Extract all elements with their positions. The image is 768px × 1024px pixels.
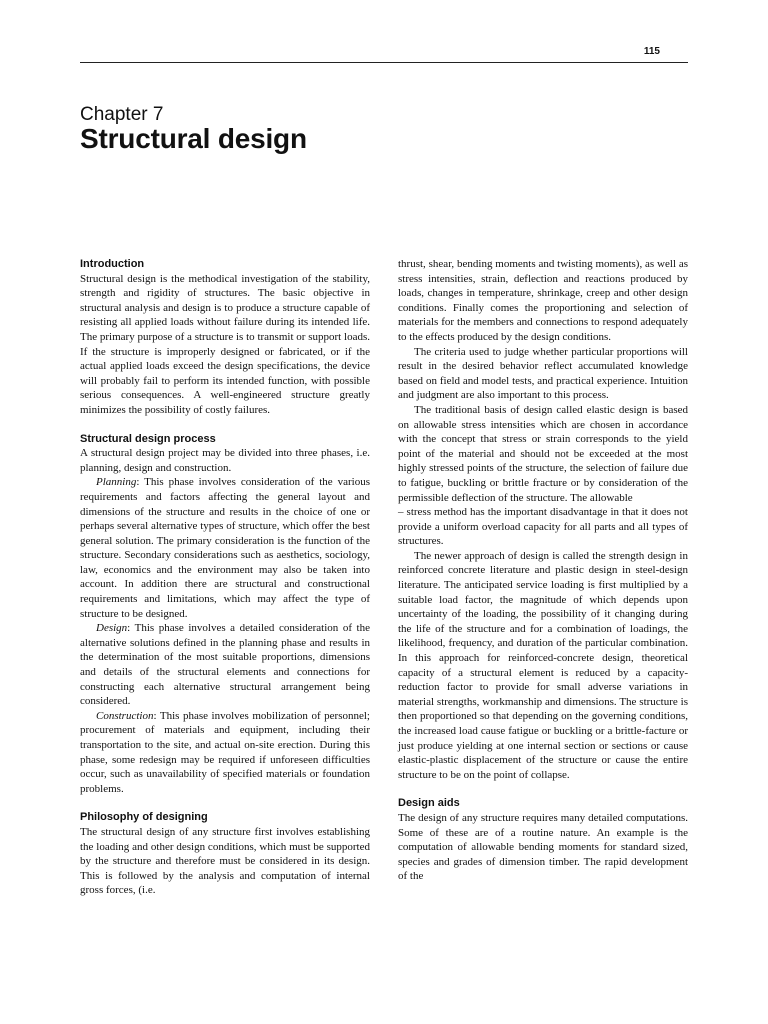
construction-paragraph <box>80 709 370 797</box>
design-paragraph <box>80 621 370 709</box>
right-column <box>398 257 688 884</box>
criteria-paragraph: The criteria used to judge whether particular proportions will result in the desired behavior reflect accumulated knowledge based on field and model tests, and practical experience. Intuition and judgment are also important to this process. <box>398 345 688 402</box>
philosophy-paragraph: The structural design of any structure first involves establishing the loading and other design conditions, which must be supported by the structure and therefore must be considered in its design. This is followed by the analysis and computation of internal gross forces, (i.e. <box>80 825 370 897</box>
design-process-intro: A structural design project may be divided into three phases, i.e. planning, design and construction. <box>80 447 370 474</box>
header-rule <box>80 62 688 63</box>
planning-label: Planning <box>96 476 137 489</box>
design-aids-heading: Design aids <box>398 797 460 810</box>
design-process-heading: Structural design process <box>80 432 216 445</box>
construction-text: : This phase involves mobilization of personnel; procurement of materials and equipment, including their transportation to the site, and actual on-site erection. During this phase, some redesign may be required if unforeseen difficulties occur, such as unavailability of specified materials or foundation problems. <box>80 709 370 795</box>
left-column <box>80 257 370 898</box>
planning-paragraph <box>80 475 370 621</box>
construction-label: Construction <box>96 709 154 722</box>
philosophy-heading: Philosophy of designing <box>80 811 208 824</box>
design-label: Design <box>96 622 128 635</box>
introduction-paragraph: Structural design is the methodical investigation of the stability, strength and rigidity of structures. The basic objective in structural analysis and design is to produce a structure capable of resisting all applied loads without failure during its intended life. The primary purpose of a structure is to transmit or support loads. If the structure is improperly designed or fabricated, or if the actual applied loads exceed the design specifications, the device will probably fail to perform its intended function, with possible serious consequences. A well-engineered structure greatly minimizes the possibility of costly failures. <box>80 272 370 416</box>
design-aids-paragraph: The design of any structure requires many detailed computations. Some of these are of a routine nature. An example is the computation of allowable bending moments for standard sized, species and grades of dimension timber. The rapid development of the <box>398 811 688 883</box>
strength-design-paragraph: The newer approach of design is called the strength design in reinforced concrete literature and plastic design in steel-design literature. The anticipated service loading is first multiplied by a suitable load factor, the magnitude of which depends upon uncertainty of the loading, the possibility of it changing during the life of the structure and for a combination of loadings, the likelihood, frequency, and duration of the particular combination. In this approach for reinforced-concrete design, theoretical capacity of a structural element is reduced by a capacity-reduction factor to provide for small adverse variations in material strengths, workmanship and dimensions. The structure is then proportioned so that depending on the governing conditions, the increased load cause fatigue or buckling or a brittle-facture or just produce yielding at one internal section or sections or cause elastic-plastic displacement of the structure or cause the entire structure to be on the point of collapse. <box>398 549 688 781</box>
allowable-stress-paragraph: – stress method has the important disadvantage in that it does not provide a uniform overload capacity for all parts and all types of structures. <box>398 506 688 548</box>
continuation-paragraph: thrust, shear, bending moments and twisting moments), as well as stress intensities, strain, deflection and reactions produced by loads, changes in temperature, shrinkage, creep and other design conditions. Finally comes the proportioning and selection of materials for the members and connections to respond adequately to the effects produced by the design conditions. <box>398 258 688 343</box>
elastic-design-paragraph: The traditional basis of design called elastic design is based on allowable stress intensities which are chosen in accordance with the concept that stress or strain corresponds to the yield point of the material and should not be exceeded at the most highly stressed points of the structure, the selection of failure due to fatigue, buckling or brittle fracture or by consideration of the permissible deflection of the structure. The allowable <box>398 403 688 504</box>
planning-text: : This phase involves consideration of the various requirements and factors affecting the general layout and dimensions of the structure and results in the choice of one or perhaps several alternative types of structure, which offer the best general solution. The primary consideration is the function of the structure. Secondary considerations such as aesthetics, sociology, law, economics and the environment may also be taken into account. In addition there are structural and constructional requirements and limitations, which may affect the type of structure to be designed. <box>80 476 370 620</box>
introduction-heading: Introduction <box>80 258 145 270</box>
design-text: : This phase involves a detailed consideration of the alternative solutions defined in the planning phase and results in the determination of the most suitable proportions, dimensions and details of the structural elements and connections for constructing each alternative structural arrangement being considered. <box>80 622 370 708</box>
chapter-title: Structural design <box>80 123 307 154</box>
page-number: 115 <box>643 46 660 57</box>
chapter-label: Chapter 7 <box>80 104 164 125</box>
